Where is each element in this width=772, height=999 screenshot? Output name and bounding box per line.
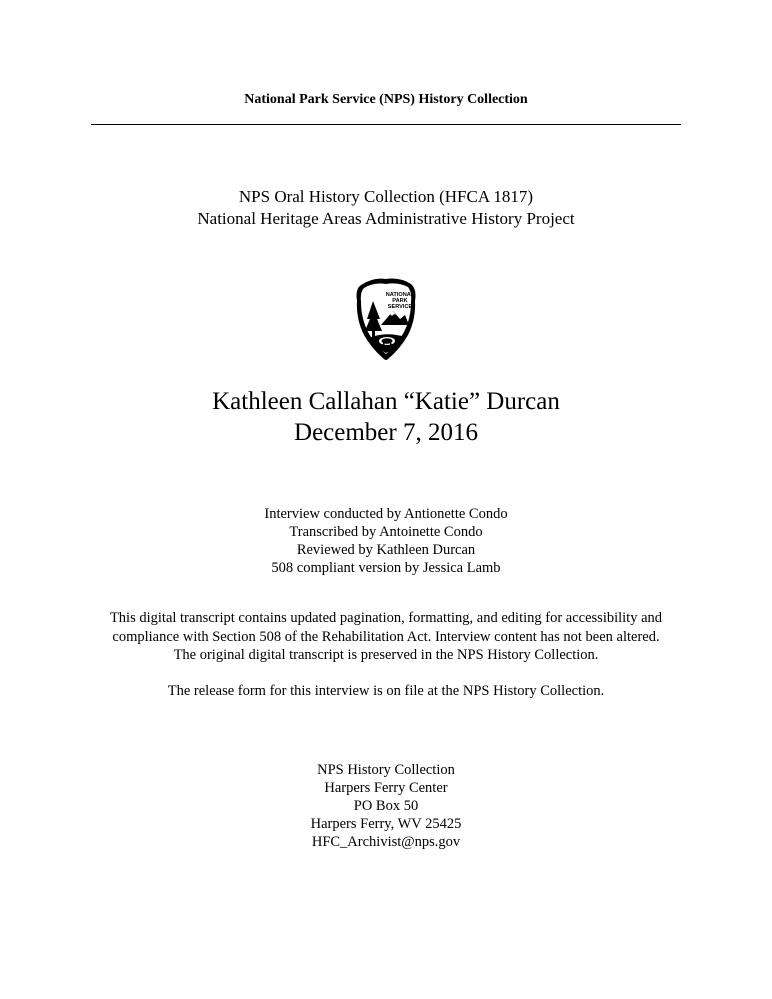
reviewer-credit: Reviewed by Kathleen Durcan (296, 542, 476, 558)
accessibility-notice (0, 609, 772, 665)
interview-date: December 7, 2016 (294, 419, 478, 446)
address-center: Harpers Ferry Center (324, 780, 448, 796)
collection-title: NPS Oral History Collection (HFCA 1817) (238, 187, 534, 206)
transcriber-credit: Transcribed by Antoinette Condo (289, 524, 483, 540)
credits-block (0, 505, 772, 577)
address-block (0, 761, 772, 851)
notice-block (0, 609, 772, 700)
logo-text-park: PARK (392, 298, 408, 304)
header-rule (91, 124, 681, 125)
address-city: Harpers Ferry, WV 25425 (310, 816, 462, 832)
nps-arrowhead-icon (353, 275, 419, 361)
notice-line-2: compliance with Section 508 of the Rehabilitation Act. Interview content has not been altered. (112, 628, 660, 645)
collection-block (0, 186, 772, 230)
interviewee-block (0, 386, 772, 448)
address-email: HFC_Archivist@nps.gov (311, 834, 461, 850)
project-title: National Heritage Areas Administrative History Project (197, 209, 575, 228)
interviewee-name: Kathleen Callahan “Katie” Durcan (212, 388, 560, 415)
page-header: National Park Service (NPS) History Collection (244, 92, 528, 107)
notice-line-1: This digital transcript contains updated pagination, formatting, and editing for accessibility and (109, 610, 663, 626)
notice-line-3: The original digital transcript is preserved in the NPS History Collection. (173, 647, 599, 663)
address-org: NPS History Collection (317, 762, 455, 778)
logo-text-service: SERVICE (387, 304, 413, 310)
interviewer-credit: Interview conducted by Antionette Condo (264, 506, 508, 522)
logo-text-national: NATIONAL (385, 292, 415, 298)
release-notice: The release form for this interview is on file at the NPS History Collection. (167, 682, 605, 699)
compliance-credit: 508 compliant version by Jessica Lamb (271, 560, 501, 576)
address-box: PO Box 50 (353, 798, 419, 814)
